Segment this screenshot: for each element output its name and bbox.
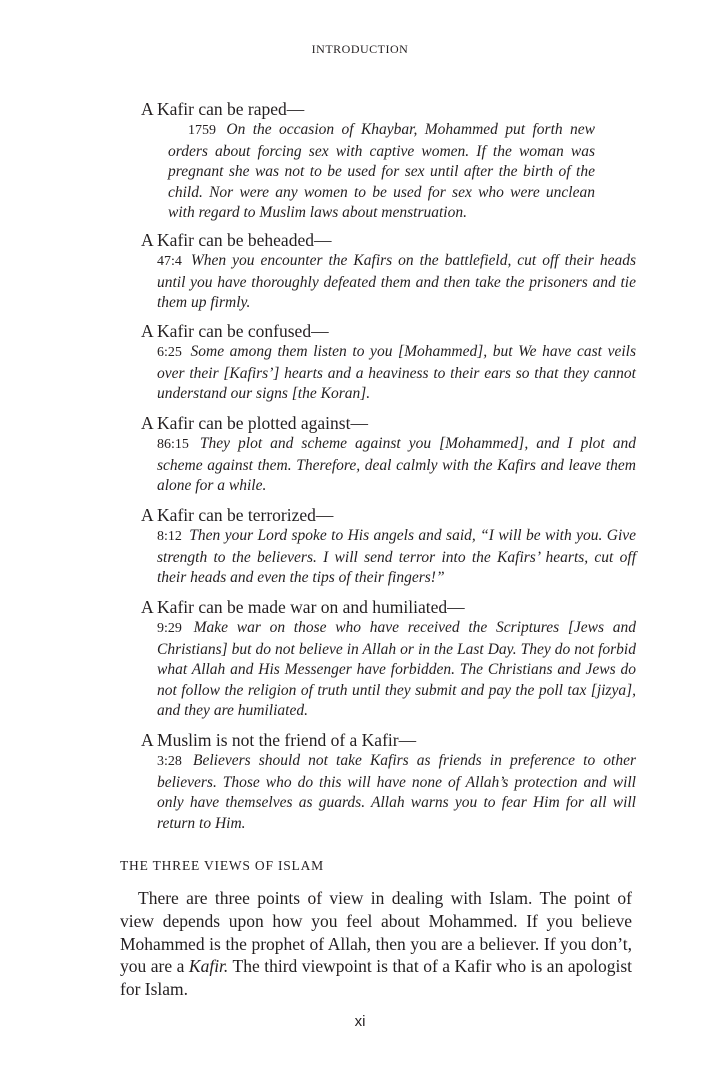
verse-ref: 47:4 <box>157 254 182 269</box>
verse-ref: 6:25 <box>157 345 182 360</box>
entry-confused <box>141 320 636 405</box>
verse-ref: 9:29 <box>157 621 182 636</box>
para-text-end: The third viewpoint is that of a Kafir who is an apologist for Islam. <box>120 956 632 1000</box>
quote-text: Make war on those who have received the Scriptures [Jews and Christians] but do not believe in Allah or in the Last Day. They do not forbid what Allah and His Messenger have forbidden. The Christians and Jews do not follow the religion of truth until they submit and pay the poll tax [jizya], and they are humiliated. <box>157 619 636 719</box>
entry-quote <box>157 751 636 834</box>
quote-text: They plot and scheme against you [Mohammed], and I plot and scheme against them. Therefore, deal calmly with the Kafirs and leave them alone for a while. <box>157 435 637 494</box>
quote-text: On the occasion of Khaybar, Mohammed put forth new orders about forcing sex with captive women. If the woman was pregnant she was not to be used for sex until after the birth of the child. Nor were any women to be used for sex who were unclean with regard to Muslim laws about menstruation. <box>168 121 595 221</box>
running-head: INTRODUCTION <box>311 42 409 56</box>
para-emphasis: Kafir. <box>188 956 229 977</box>
verse-ref: 3:28 <box>157 754 182 769</box>
entry-title: A Kafir can be made war on and humiliated— <box>141 597 465 617</box>
entry-beheaded <box>141 229 636 314</box>
page-number: xi <box>354 1013 366 1030</box>
quote-text: Then your Lord spoke to His angels and said, “I will be with you. Give strength to the believers. I will send terror into the Kafirs’ hearts, cut off their heads and even the tips of their fingers!” <box>157 527 637 586</box>
entry-raped <box>141 98 636 224</box>
entry-war-humiliated <box>141 596 636 722</box>
entry-quote <box>157 526 636 589</box>
entry-title: A Kafir can be beheaded— <box>141 230 332 250</box>
entry-not-friend <box>141 729 636 834</box>
quote-text: Some among them listen to you [Mohammed], but We have cast veils over their [Kafirs’] hearts and a heaviness to their ears so that they cannot understand our signs [the Koran]. <box>157 343 636 402</box>
entry-quote <box>157 342 636 405</box>
entry-quote <box>168 120 595 224</box>
quote-text: When you encounter the Kafirs on the battlefield, cut off their heads until you have thoroughly defeated them and then take the prisoners and tie them up firmly. <box>157 252 637 311</box>
entry-quote <box>157 434 636 497</box>
entry-quote <box>157 618 636 722</box>
entry-title: A Kafir can be confused— <box>141 321 329 341</box>
section-heading: THE THREE VIEWS OF ISLAM <box>120 858 324 873</box>
body-paragraph <box>120 887 632 1001</box>
entry-quote <box>157 251 636 314</box>
entry-terrorized <box>141 504 636 589</box>
entry-title: A Muslim is not the friend of a Kafir— <box>141 730 417 750</box>
quote-text: Believers should not take Kafirs as friends in preference to other believers. Those who do this will have none of Allah’s protection and will only have themselves as guards. Allah warns you to fear Him for all will return to Him. <box>157 752 636 832</box>
entry-title: A Kafir can be terrorized— <box>141 505 334 525</box>
para-text: There are three points of view in dealing with Islam. The point of view depends upon how you feel about Mohammed. If you believe Mohammed is the prophet of Allah, then you are a believer. If you don’t, you are a <box>120 888 632 977</box>
entry-title: A Kafir can be raped— <box>141 99 305 119</box>
entry-title: A Kafir can be plotted against— <box>141 413 368 433</box>
verse-ref: 86:15 <box>157 437 189 452</box>
entry-plotted <box>141 412 636 497</box>
verse-ref: 8:12 <box>157 529 182 544</box>
verse-ref: 1759 <box>188 123 216 138</box>
